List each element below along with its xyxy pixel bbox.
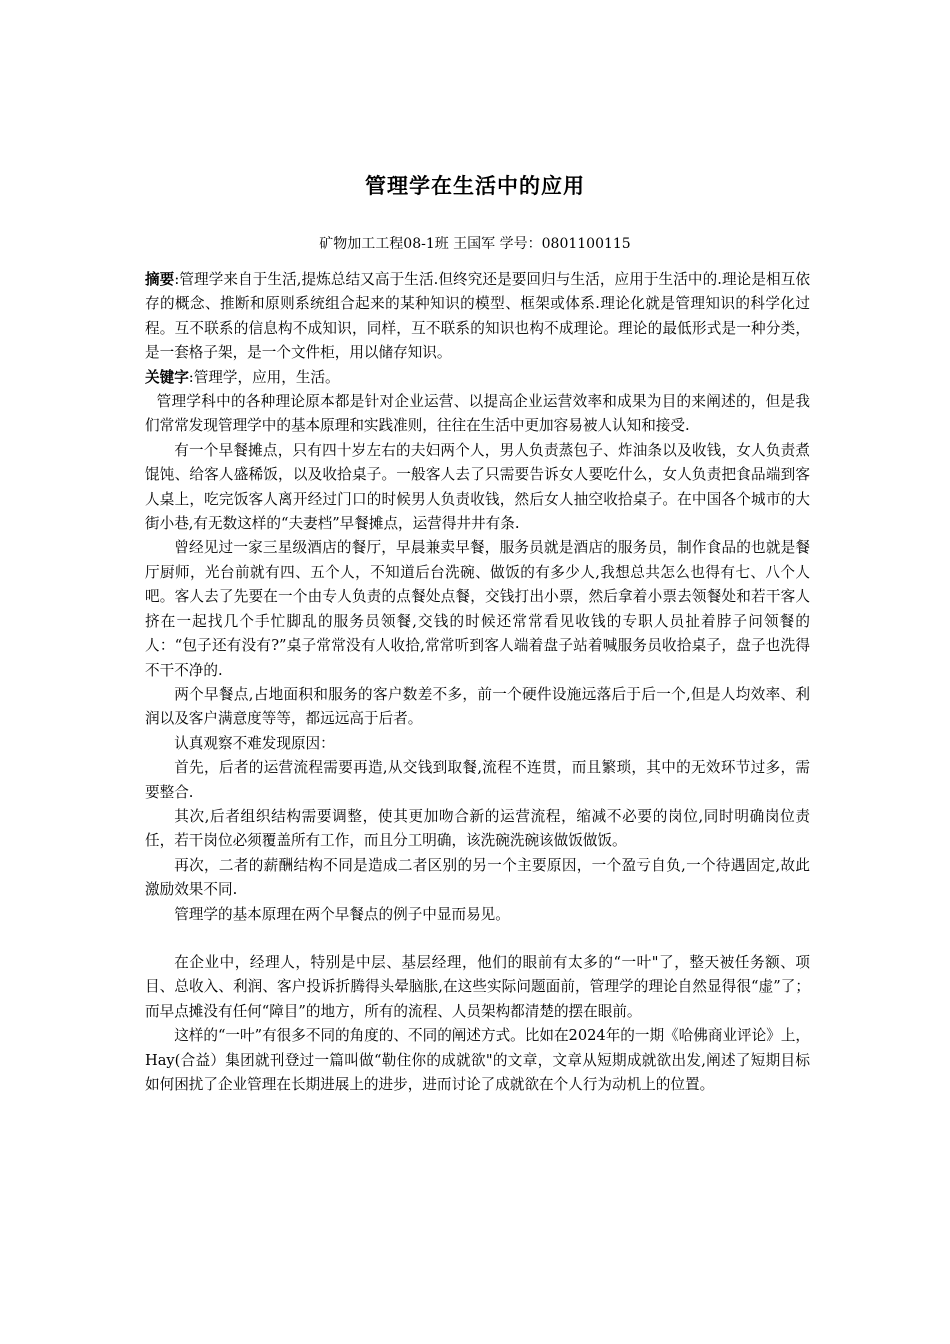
keywords-paragraph [145,366,810,390]
body-paragraph: 其次,后者组织结构需要调整，使其更加吻合新的运营流程，缩减不必要的岗位,同时明确岗位责任，若干岗位必须覆盖所有工作，而且分工明确，该洗碗洗碗该做饭做饭。 [145,807,810,850]
abstract-paragraph [145,268,810,366]
body-paragraph: 曾经见过一家三星级酒店的餐厅，早晨兼卖早餐，服务员就是酒店的服务员，制作食品的也就是餐厅厨师，光台前就有四、五个人，不知道后台洗碗、做饭的有多少人,我想总共怎么也得有七、八个人吧。客人去了先要在一个由专人负责的点餐处点餐，交钱打出小票，然后拿着小票去领餐处和若干客人挤在一起找几个手忙脚乱的服务员领餐,交钱的时候还常常看见收钱的专职人员扯着脖子问领餐的人：“包子还有没有?”桌子常常没有人收拾,常常听到客人端着盘子站着喊服务员收拾桌子，盘子也洗得不干不净的. [145,539,810,679]
body-paragraph: 两个早餐点,占地面积和服务的客户数差不多，前一个硬件设施远落后于后一个,但是人均效率、利润以及客户满意度等等，都远远高于后者。 [145,685,810,728]
abstract-text: :管理学来自于生活,提炼总结又高于生活.但终究还是要回归与生活，应用于生活中的.理论是相互依存的概念、推断和原则系统组合起来的某种知识的模型、框架或体系.理论化就是管理知识的科学化过程。互不联系的信息构不成知识，同样，互不联系的知识也构不成理论。理论的最低形式是一种分类，是一套格子架，是一个文件柜，用以储存知识。 [145,271,810,362]
keywords-text: :管理学，应用，生活。 [188,368,340,386]
body-paragraph: 再次，二者的薪酬结构不同是造成二者区别的另一个主要原因，一个盈亏自负,一个待遇固定,故此激励效果不同. [145,856,810,899]
body-paragraph: 认真观察不难发现原因： [174,734,335,752]
page-title: 管理学在生活中的应用 [365,174,585,198]
document-body [145,268,810,1097]
paragraph-spacer [145,927,810,951]
body-paragraph: 在企业中，经理人，特别是中层、基层经理，他们的眼前有太多的“一叶"了，整天被任务额、项目、总收入、利润、客户投诉折腾得头晕脑胀,在这些实际问题面前，管理学的理论自然显得很“虚”了；而早点摊没有任何“障目”的地方，所有的流程、人员架构都清楚的摆在眼前。 [145,953,810,1020]
body-paragraph: 首先，后者的运营流程需要再造,从交钱到取餐,流程不连贯，而且繁琐，其中的无效环节过多，需要整合. [145,759,810,801]
author-byline: 矿物加工工程08-1班 王国军 学号：0801100115 [319,236,631,252]
abstract-label: 摘要 [145,271,175,288]
body-paragraph: 管理学的基本原理在两个早餐点的例子中显而易见。 [174,905,510,923]
body-paragraph: 管理学科中的各种理论原本都是针对企业运营、以提高企业运营效率和成果为目的来阐述的，但是我们常常发现管理学中的基本原理和实践准则，往往在生活中更加容易被人认知和接受. [145,393,810,435]
body-paragraph: 有一个早餐摊点，只有四十岁左右的夫妇两个人，男人负责蒸包子、炸油条以及收钱，女人负责煮馄饨、给客人盛稀饭，以及收拾桌子。一般客人去了只需要告诉女人要吃什么，女人负责把食品端到客人桌上，吃完饭客人离开经过门口的时候男人负责收钱，然后女人抽空收拾桌子。在中国各个城市的大街小巷,有无数这样的“夫妻档”早餐摊点，运营得井井有条. [145,441,810,533]
body-paragraph: 这样的“一叶”有很多不同的角度的、不同的阐述方式。比如在2024年的一期《哈佛商业评论》上，Hay(合益）集团就刊登过一篇叫做“勒住你的成就欲"的文章，文章从短期成就欲出发,阐述了短期目标如何困扰了企业管理在长期进展上的进步，进而讨论了成就欲在个人行为动机上的位置。 [145,1027,811,1093]
keywords-label: 关键字 [145,368,189,386]
